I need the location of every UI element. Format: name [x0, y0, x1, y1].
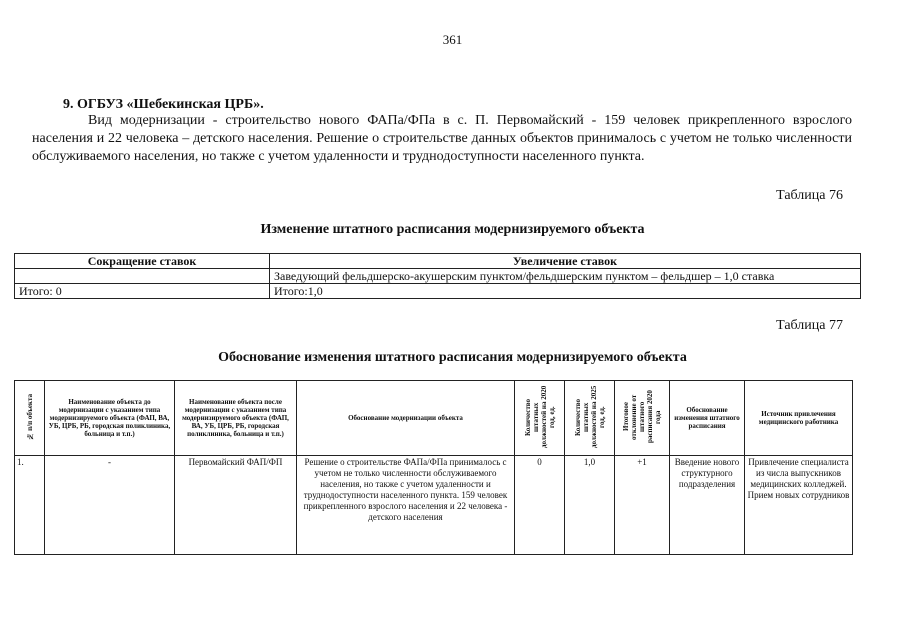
header-deviation: Итоговое отклонение от штатного расписания 2020 года [615, 381, 670, 456]
row-source: Привлечение специалиста из числа выпускников медицинских колледжей. Прием новых сотрудников [745, 456, 853, 555]
table-77-title: Обоснование изменения штатного расписания модернизируемого объекта [218, 350, 687, 365]
total-reduce: Итого: 0 [15, 284, 270, 299]
header-change-reason: Обоснование изменения штатного расписания [670, 381, 745, 456]
table-76-label: Таблица 76 [776, 188, 843, 203]
body-paragraph: Вид модернизации - строительство нового ФАПа/ФПа в с. П. Первомайский - 159 человек прикрепленного взрослого населения и 22 человека – детского населения. Решение о строительстве данных объектов принималось с учетом не только численности обслуживаемого населения, но также с учетом удаленности и труднодоступности населенного пункта. [32, 113, 852, 164]
header-source: Источник привлечения медицинского работника [745, 381, 853, 456]
table-77-label: Таблица 77 [776, 318, 843, 333]
header-after: Наименование объекта после модернизации с указанием типа модернизируемого объекта (ФАП, ВА, УБ, ЦРБ, РБ, городская поликлиника, больница и т.п.) [175, 381, 297, 456]
header-justification: Обоснование модернизации объекта [297, 381, 515, 456]
section-heading: 9. ОГБУЗ «Шебекинская ЦРБ». [63, 97, 264, 112]
total-increase: Итого:1,0 [270, 284, 861, 299]
page-number: 361 [442, 32, 463, 47]
header-before: Наименование объекта до модернизации с указанием типа модернизируемого объекта (ФАП, ВА, УБ, ЦРБ, РБ, городская поликлиника, больница и т.п.) [45, 381, 175, 456]
header-qty-2020: Количество штатных должностей на 2020 год, ед. [515, 381, 565, 456]
row-before: - [45, 456, 175, 555]
row-change-reason: Введение нового структурного подразделения [670, 456, 745, 555]
col-header-increase: Увеличение ставок [270, 254, 861, 269]
table-76-title: Изменение штатного расписания модернизируемого объекта [260, 222, 645, 237]
row-qty-2025: 1,0 [565, 456, 615, 555]
row-justification: Решение о строительстве ФАПа/ФПа принималось с учетом не только численности обслуживаемого населения, но также с учетом удаленности и труднодоступности населенного пункта. 159 человек прикрепленного взрослого населения и 22 человека - детского населения [297, 456, 515, 555]
row-num: 1. [15, 456, 45, 555]
justification-table [14, 380, 853, 555]
header-qty-2025: Количество штатных должностей на 2025 год, ед. [565, 381, 615, 456]
row-after: Первомайский ФАП/ФП [175, 456, 297, 555]
cell-increase: Заведующий фельдшерско-акушерским пунктом/фельдшерским пунктом – фельдшер – 1,0 ставка [270, 269, 861, 284]
cell-reduce [15, 269, 270, 284]
staffing-change-table [14, 253, 861, 299]
header-num: № п/п объекта [15, 381, 45, 456]
table-row [15, 456, 853, 555]
col-header-reduce: Сокращение ставок [15, 254, 270, 269]
row-qty-2020: 0 [515, 456, 565, 555]
row-deviation: +1 [615, 456, 670, 555]
